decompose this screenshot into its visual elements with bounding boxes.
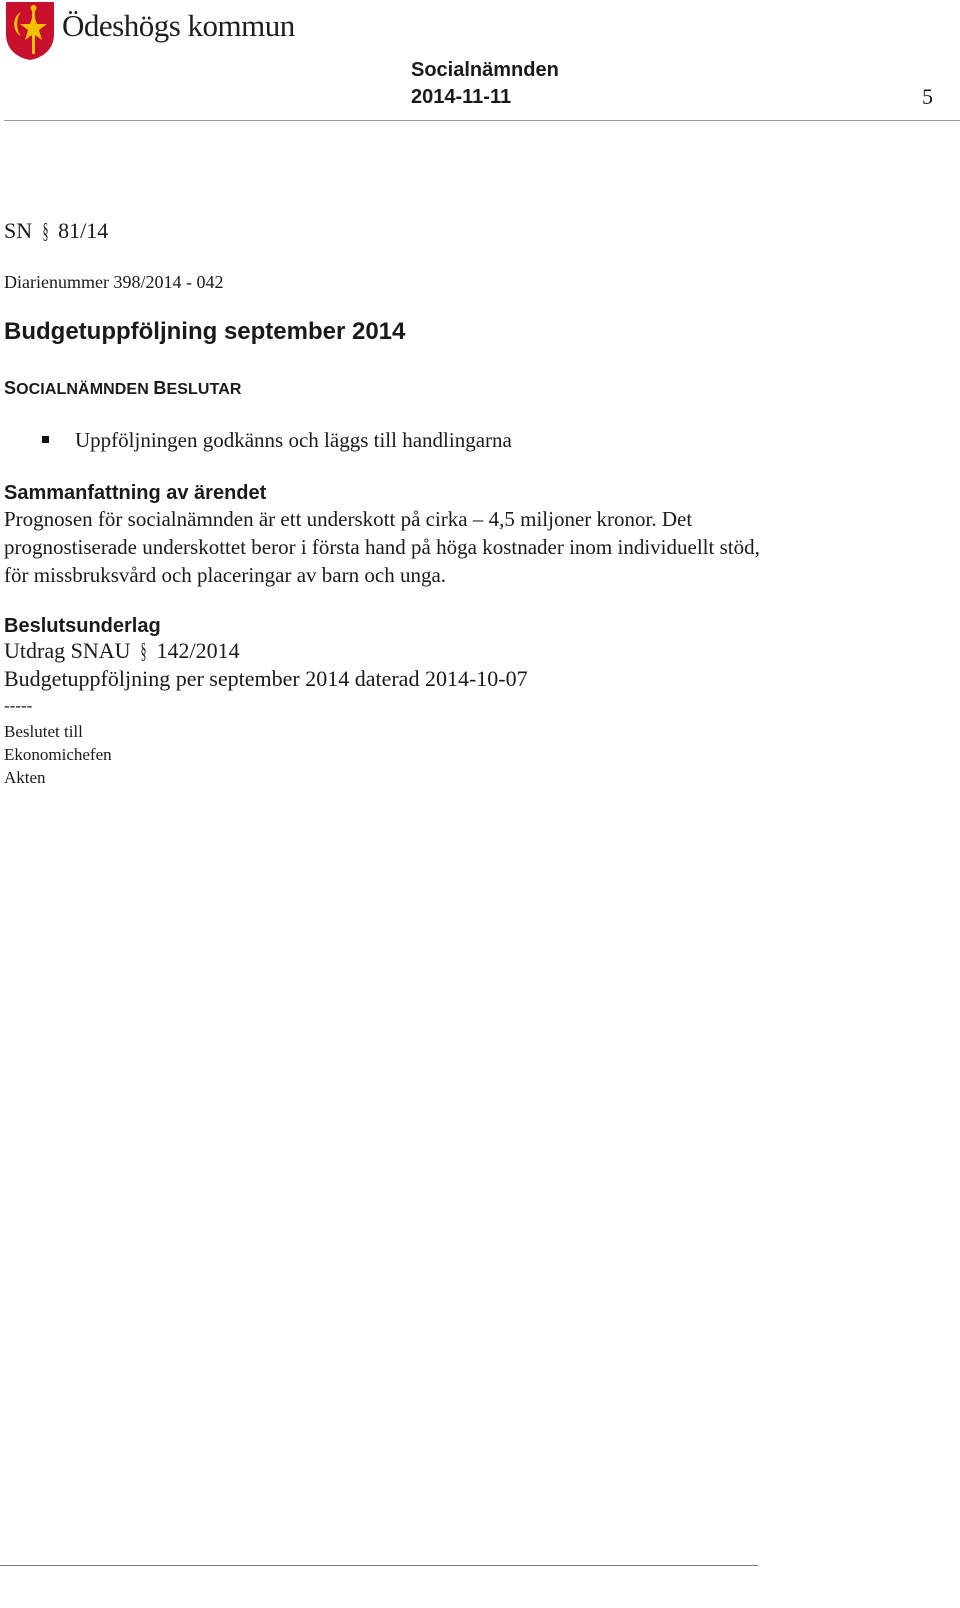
footer-divider: [0, 1565, 758, 1566]
bullet-square-icon: [42, 436, 49, 443]
summary-heading: Sammanfattning av ärendet: [4, 482, 267, 504]
recipient: Ekonomichefen: [4, 745, 112, 764]
distribution-label: Beslutet till: [4, 722, 83, 741]
distribution-list: [4, 720, 112, 789]
basis-item: Utdrag SNAU § 142/2014: [4, 638, 240, 663]
header-committee: Socialnämnden: [411, 59, 559, 81]
diarienummer: Diarienummer 398/2014 - 042: [4, 272, 224, 292]
separator: -----: [4, 696, 33, 715]
paragraph-sign: §: [42, 218, 49, 243]
case-id: 81/14: [58, 218, 109, 243]
recipient: Akten: [4, 768, 46, 787]
decision-item-text: Uppföljningen godkänns och läggs till handlingarna: [75, 428, 512, 452]
header-date: 2014-11-11: [411, 86, 512, 108]
page-title: Budgetuppföljning september 2014: [4, 318, 406, 345]
decision-item: [42, 428, 512, 453]
basis-heading: Beslutsunderlag: [4, 615, 161, 637]
paragraph-sign: §: [140, 638, 147, 663]
page-number: 5: [922, 84, 933, 109]
decision-heading: SOCIALNÄMNDEN BESLUTAR: [4, 378, 242, 398]
case-number: [4, 218, 108, 244]
case-prefix: SN: [4, 218, 33, 243]
basis-item: Budgetuppföljning per september 2014 daterad 2014-10-07: [4, 666, 528, 691]
summary-text: Prognosen för socialnämnden är ett underskott på cirka – 4,5 miljoner kronor. Det prognostiserade underskottet beror i första hand på höga kostnader inom individuellt stöd, för missbruksvård och placeringar av barn och unga.: [4, 507, 760, 587]
kommun-logo: [4, 0, 56, 60]
header-divider: [4, 120, 960, 121]
org-name: Ödeshögs kommun: [62, 8, 295, 43]
